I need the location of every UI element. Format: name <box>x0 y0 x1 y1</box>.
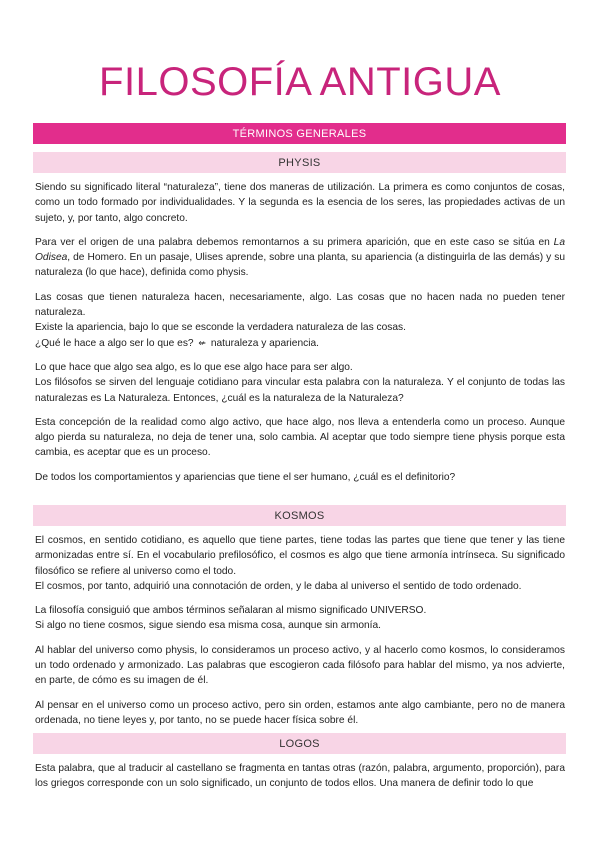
physis-p2-odisea: La Odisea <box>35 236 565 264</box>
physis-p2-text-end: , de Homero. En un pasaje, Ulises aprende, sobre una planta, su apariencia (a distinguirla de las demás) y su naturaleza (lo que hace), definida como physis. <box>35 252 565 279</box>
physis-paragraph-1: Siendo su significado literal “naturaleza”, tiene dos maneras de utilización. La primera es como conjuntos de cosas, como un todo formado por individualidades. Y la segunda es la esencia de los seres, las propiedades activas de un sujeto, y, por tanto, algo concreto. <box>35 182 565 224</box>
physis-paragraph-8: Esta concepción de la realidad como algo activo, que hace algo, nos lleva a entenderla como un proceso. Aunque algo pierda su naturaleza, no deja de tener una, solo cambia. Al aceptar que todo siempre tiene physis porque esta cambia, es aceptar que es un proceso. <box>35 416 565 459</box>
arrow-icon: ⇍ <box>198 337 206 348</box>
logos-content <box>35 761 565 801</box>
physis-paragraph-5 <box>35 336 565 351</box>
kosmos-paragraph-5: Al hablar del universo como physis, lo consideramos un proceso activo, y al hacerlo como kosmos, lo consideramos un todo ordenado y armonizado. Las palabras que escogieron cada filósofo para hablar del mismo, ya nos advierte, en parte, de cómo es su imagen de él. <box>35 644 565 687</box>
physis-paragraph-4: Existe la apariencia, bajo lo que se esconde la verdadera naturaleza de las cosas. <box>35 322 406 334</box>
physis-p5-question: ¿Qué le hace a algo ser lo que es? <box>35 337 194 349</box>
physis-p2-text: Para ver el origen de una palabra debemos remontarnos a su primera aparición, que en este caso se sitúa en <box>35 236 554 248</box>
kosmos-paragraph-3: La filosofía consiguió que ambos términos señalaran al mismo significado UNIVERSO. <box>35 605 427 617</box>
kosmos-paragraph-2: El cosmos, por tanto, adquirió una connotación de orden, y le daba al universo el sentido de todo ordenado. <box>35 580 522 592</box>
kosmos-paragraph-6: Al pensar en el universo como un proceso activo, pero sin orden, estamos ante algo cambiante, pero no de manera ordenada, no tiene leyes y, por tanto, no se puede hacer física sobre él. <box>35 699 565 726</box>
physis-paragraph-7: Los filósofos se sirven del lenguaje cotidiano para vincular esta palabra con la naturaleza. Y el conjunto de todas las naturalezas es La Naturaleza. Entonces, ¿cuál es la naturaleza de la Naturaleza? <box>35 377 565 404</box>
physis-content <box>35 180 565 494</box>
page-title: FILOSOFÍA ANTIGUA <box>99 60 501 104</box>
kosmos-content <box>35 533 565 737</box>
section-header-terminos-generales: TÉRMINOS GENERALES <box>33 123 566 144</box>
kosmos-paragraph-4: Si algo no tiene cosmos, sigue siendo esa misma cosa, aunque sin armonía. <box>35 620 382 632</box>
logos-paragraph-1: Esta palabra, que al traducir al castellano se fragmenta en tantas otras (razón, palabra, argumento, proporción), para los griegos corresponde con un solo significado, un conjunto de todos ellos. Una manera de definir todo lo que <box>35 763 565 790</box>
physis-p5-answer: naturaleza y apariencia. <box>210 337 319 349</box>
physis-paragraph-9: De todos los comportamientos y apariencias que tiene el ser humano, ¿cuál es el definitorio? <box>35 471 456 483</box>
subsection-header-kosmos: KOSMOS <box>33 505 566 526</box>
physis-paragraph-6: Lo que hace que algo sea algo, es lo que ese algo hace para ser algo. <box>35 361 353 373</box>
physis-paragraph-2 <box>35 235 565 281</box>
kosmos-paragraph-1: El cosmos, en sentido cotidiano, es aquello que tiene partes, tiene todas las partes que tiene que tener y las tiene armonizadas entre sí. En el vocabulario prefilosófico, el cosmos es algo que tiene armonía intrínseca. Su significado filosófico se refiere al universo como el todo. <box>35 535 565 577</box>
physis-paragraph-3: Las cosas que tienen naturaleza hacen, necesariamente, algo. Las cosas que no hacen nada no pueden tener naturaleza. <box>35 291 565 319</box>
subsection-header-physis: PHYSIS <box>33 152 566 173</box>
subsection-header-logos: LOGOS <box>33 733 566 754</box>
